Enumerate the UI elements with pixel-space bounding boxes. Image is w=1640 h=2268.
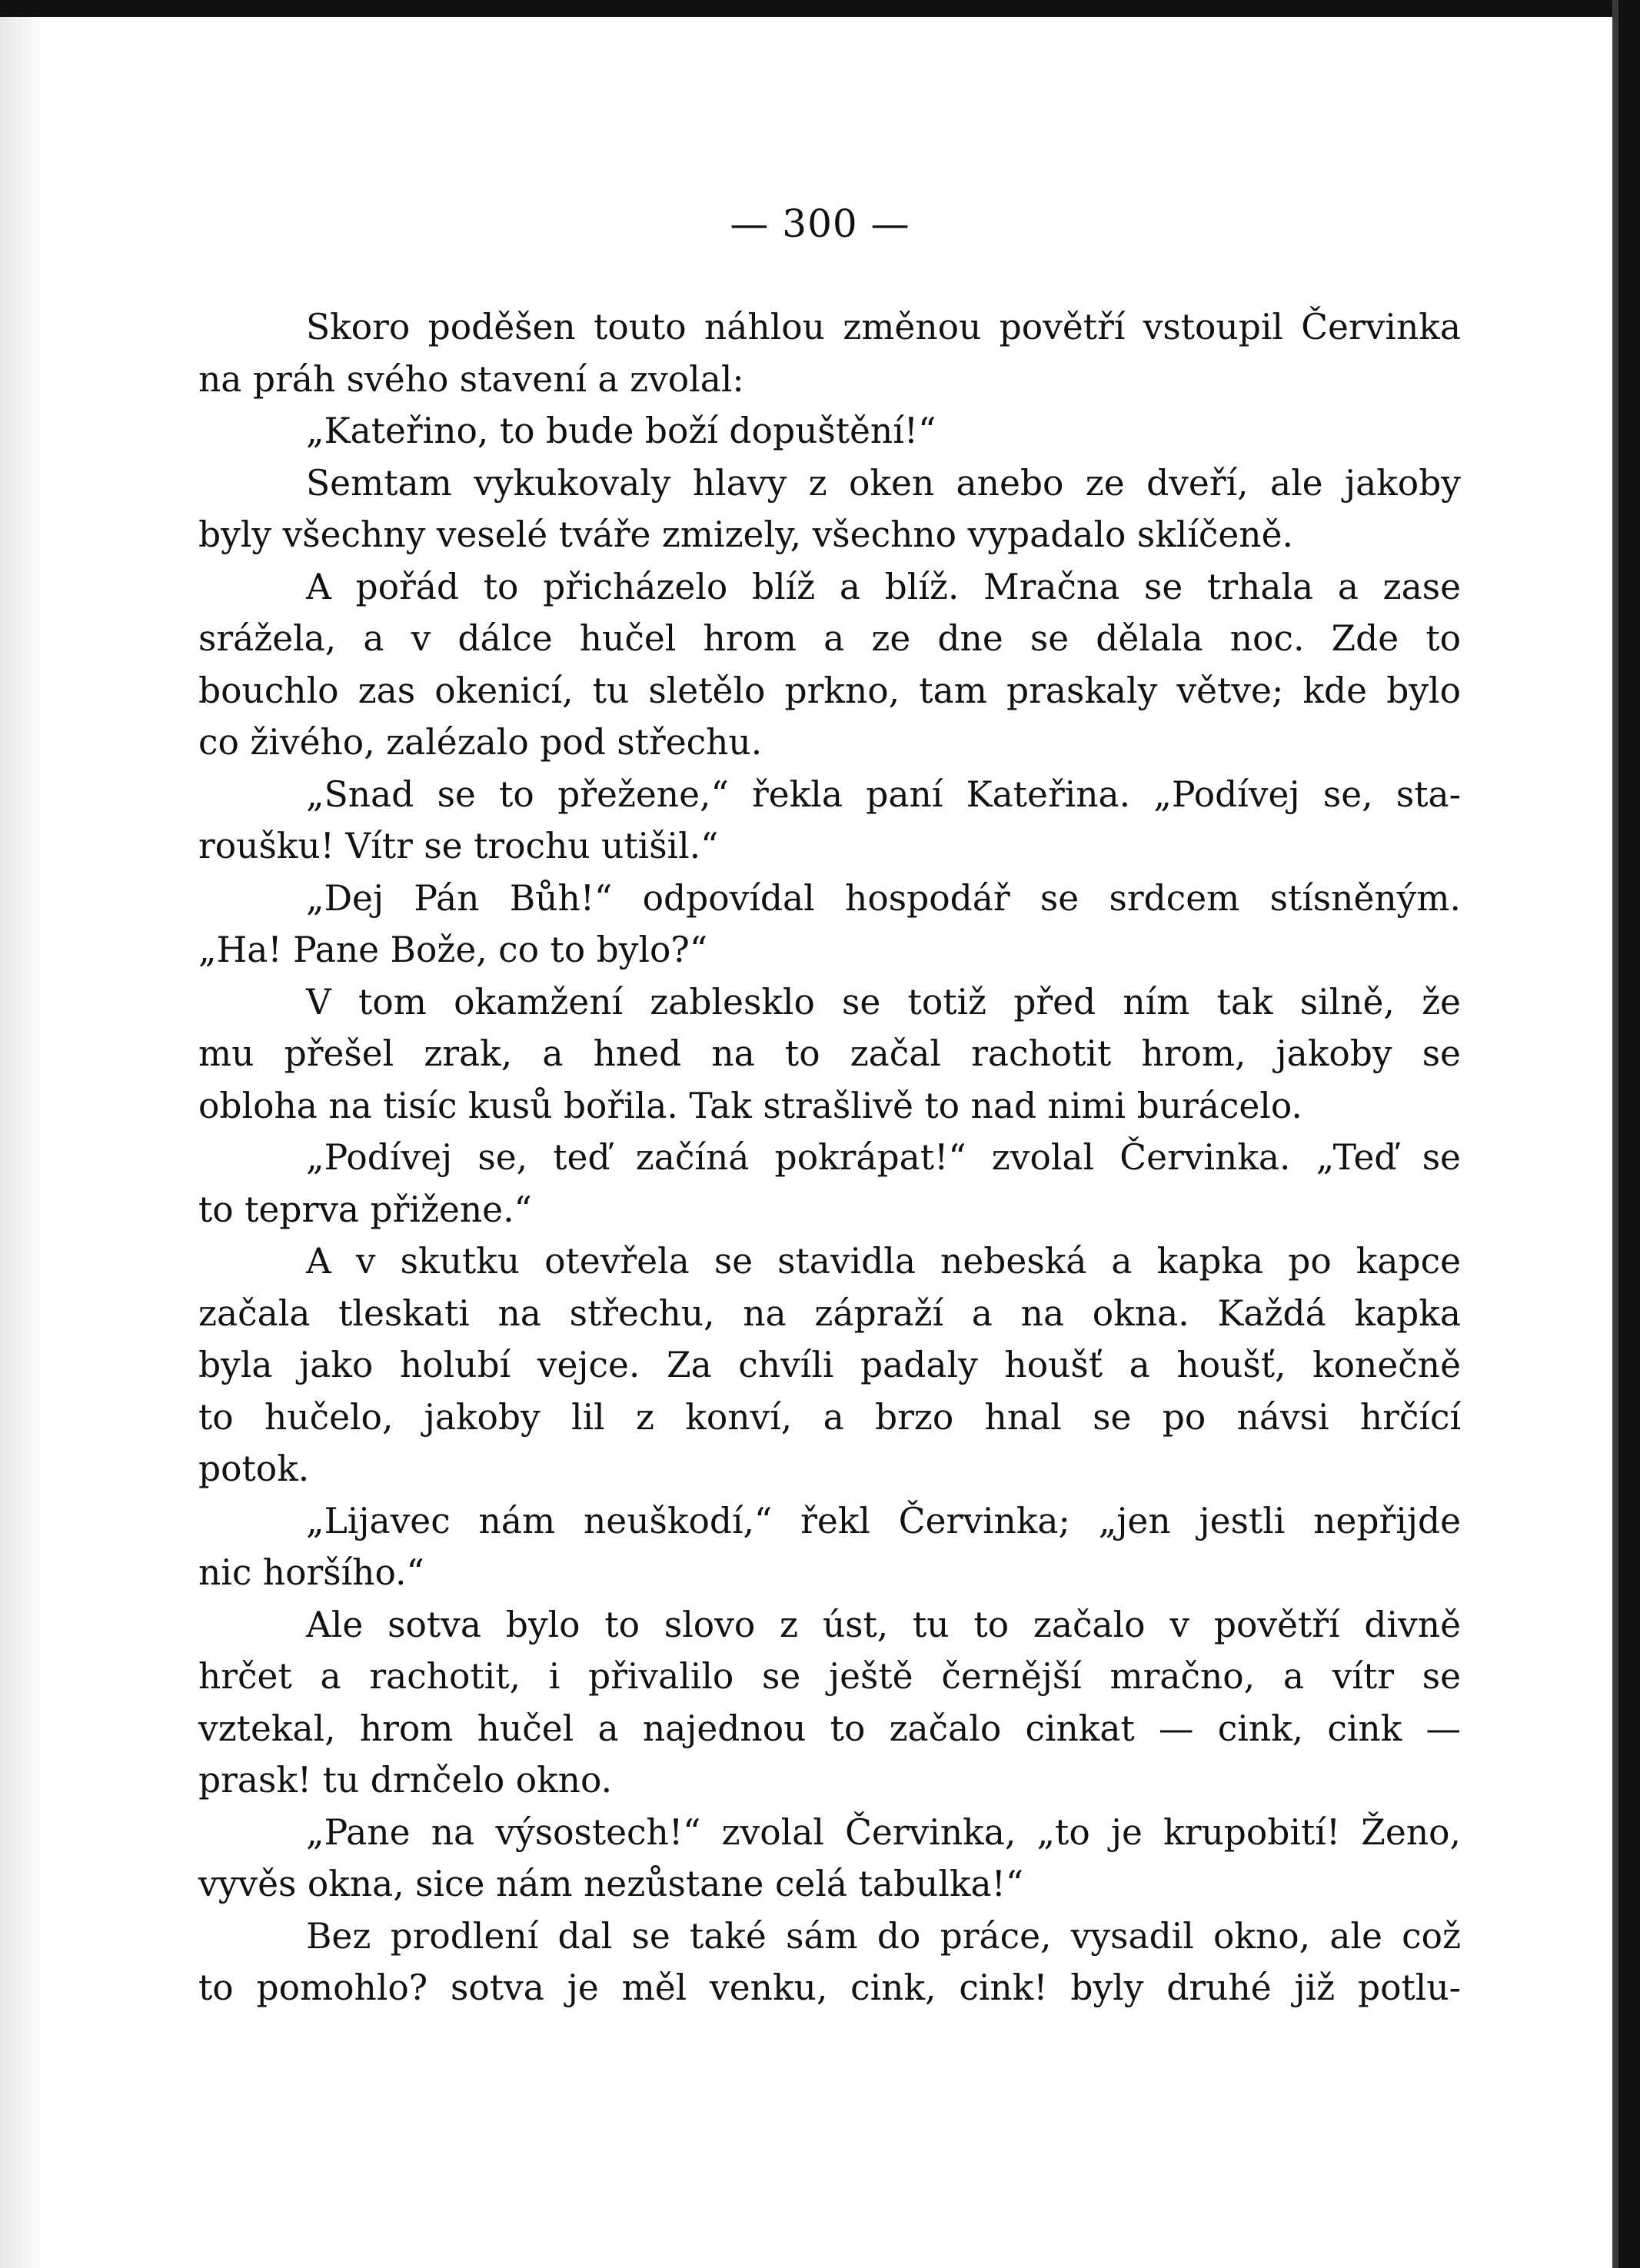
page-number: — 300 — [730, 201, 910, 246]
body-text [198, 301, 1461, 2014]
text-line: hrčet a rachotit, i přivalilo se ještě černější mračno, a vítr se [198, 1656, 1461, 1697]
text-line: „Podívej se, teď začíná pokrápat!“ zvolal Červinka. „Teď se [306, 1137, 1461, 1178]
page-shadow [0, 0, 46, 2268]
text-line: „Dej Pán Bůh!“ odpovídal hospodář se srdcem stísněným. [306, 877, 1461, 919]
text-line: Ale sotva bylo to slovo z úst, tu to začalo v povětří divně [306, 1604, 1461, 1645]
text-line: Semtam vykukovaly hlavy z oken anebo ze dveří, ale jakoby [306, 462, 1461, 504]
text-line: mu přešel zrak, a hned na to začal rachotit hrom, jakoby se [198, 1033, 1461, 1074]
text-line: nic horšího.“ [198, 1552, 424, 1593]
text-line: „Ha! Pane Bože, co to bylo?“ [198, 929, 708, 970]
text-line: „Lijavec nám neuškodí,“ řekl Červinka; „jen jestli nepřijde [306, 1500, 1461, 1541]
text-line: „Pane na výsostech!“ zvolal Červinka, „to je krupobití! Ženo, [306, 1811, 1461, 1853]
text-line: obloha na tisíc kusů bořila. Tak strašlivě to nad nimi burácelo. [198, 1085, 1302, 1126]
text-line: to pomohlo? sotva je měl venku, cink, cink! byly druhé již potlu- [198, 1967, 1461, 2008]
text-line: to hučelo, jakoby lil z konví, a brzo hnal se po návsi hrčící [198, 1396, 1461, 1438]
scan-right-border [1618, 0, 1640, 2268]
text-line: byly všechny veselé tváře zmizely, všechno vypadalo sklíčeně. [198, 514, 1293, 555]
text-line: vztekal, hrom hučel a najednou to začalo cinkat — cink, cink — [198, 1708, 1461, 1749]
text-line: roušku! Vítr se trochu utišil.“ [198, 826, 719, 866]
text-line: na práh svého stavení a zvolal: [198, 358, 744, 400]
text-line: V tom okamžení zablesklo se totiž před ním tak silně, že [306, 981, 1461, 1023]
text-line: A pořád to přicházelo blíž a blíž. Mračna se trhala a zase [306, 566, 1461, 607]
text-line: A v skutku otevřela se stavidla nebeská a kapka po kapce [306, 1241, 1461, 1282]
text-line: srážela, a v dálce hučel hrom a ze dne se dělala noc. Zde to [198, 618, 1461, 659]
scan-right-shadow [1612, 0, 1618, 2268]
text-line: Bez prodlení dal se také sám do práce, vysadil okno, ale což [306, 1915, 1461, 1957]
text-line: potok. [198, 1448, 310, 1489]
text-line: bouchlo zas okenicí, tu sletělo prkno, tam praskaly větve; kde bylo [198, 670, 1461, 711]
text-line: byla jako holubí vejce. Za chvíli padaly houšť a houšť, konečně [198, 1345, 1461, 1385]
text-line: prask! tu drnčelo okno. [198, 1760, 613, 1801]
text-line: vyvěs okna, sice nám nezůstane celá tabulka!“ [198, 1864, 1024, 1904]
text-line: to teprva přižene.“ [198, 1189, 532, 1230]
text-line: „Snad se to přežene,“ řekla paní Kateřina. „Podívej se, sta- [306, 773, 1461, 815]
text-line: co živého, zalézalo pod střechu. [198, 722, 763, 763]
text-line: Skoro poděšen touto náhlou změnou povětří vstoupil Červinka [306, 307, 1461, 348]
text-line: „Kateřino, to bude boží dopuštění!“ [306, 411, 936, 451]
text-line: začala tleskati na střechu, na zápraží a na okna. Každá kapka [198, 1292, 1461, 1334]
scan-top-border [0, 0, 1640, 17]
